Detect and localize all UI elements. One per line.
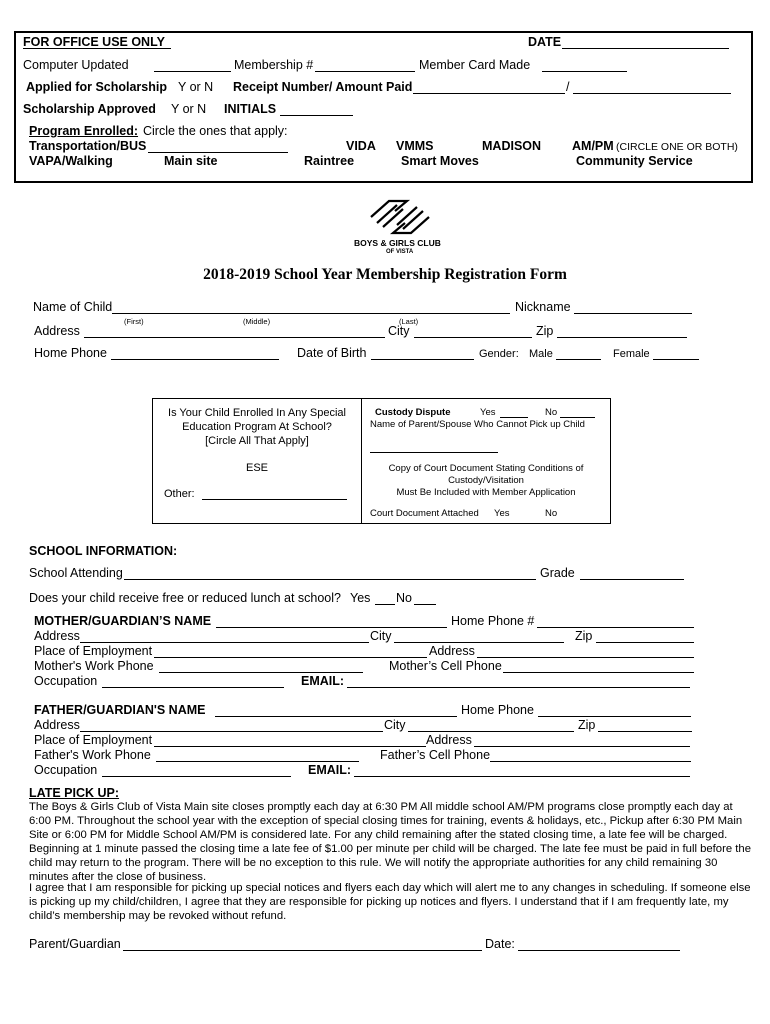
custody-name-parent: Name of Parent/Spouse Who Cannot Pick up Child (370, 419, 585, 430)
mother-cell-label: Mother’s Cell Phone (389, 659, 502, 673)
father-work-phone-field[interactable] (156, 761, 359, 762)
father-emp-address-label: Address (426, 733, 472, 747)
father-home-phone-label: Home Phone (461, 703, 534, 717)
mother-zip-label: Zip (575, 629, 593, 643)
membership-field[interactable] (315, 71, 415, 72)
child-name-label: Name of Child (33, 300, 113, 314)
gender-female[interactable]: Female (613, 348, 650, 360)
receipt-slash: / (566, 80, 570, 94)
initials-field[interactable] (280, 115, 353, 116)
school-attending-label: School Attending (29, 566, 123, 580)
father-occupation-field[interactable] (102, 776, 291, 777)
last-hint: (Last) (399, 317, 419, 326)
father-address-field[interactable] (80, 731, 383, 732)
program-community[interactable]: Community Service (576, 154, 693, 168)
father-cell-label: Father’s Cell Phone (380, 748, 491, 762)
mother-home-phone-label: Home Phone # (451, 614, 535, 628)
gender-label: Gender: (479, 348, 519, 360)
applied-scholarship-label: Applied for Scholarship (26, 80, 167, 94)
child-name-field[interactable] (112, 313, 510, 314)
mother-city-label: City (370, 629, 392, 643)
late-pickup-policy: The Boys & Girls Club of Vista Main site closes promptly each day at 6:30 PM All middle school AM/PM programs close promptly each day at 6:00 PM. Throughout the school year with the exception of special closing times for training, events & holidays, etc., Pickup after 6:30 PM Main Site or 6:00 PM for Middle School AM/PM is considered late. For any child remaining after the stated closing time, a late fee will be charged. Beginning at 1 minute passed the closing time a late fee of $1.00 per minute per child will be charged. The late fee must be paid in full before the child may return to the program. There will be no exception to this rule. We will notify the appropriate authorities for any child remaining 30 minutes after the close of business. (29, 801, 751, 883)
office-header-underline (23, 48, 171, 49)
male-field[interactable] (556, 359, 601, 360)
child-phone-label: Home Phone (34, 346, 107, 360)
lunch-yes: Yes (350, 591, 371, 605)
father-cell-field[interactable] (490, 761, 691, 762)
date-field[interactable] (562, 48, 729, 49)
lunch-yes-field[interactable] (375, 604, 395, 605)
mother-employment-field[interactable] (154, 657, 427, 658)
nickname-label: Nickname (515, 300, 571, 314)
father-email-label: EMAIL: (308, 763, 352, 777)
school-header: SCHOOL INFORMATION: (29, 544, 178, 558)
late-pickup-agreement: I agree that I am responsible for picking up special notices and flyers each day which will alert me to any changes in scheduling. If someone else is picking up my child/children, I agree that they are responsible for picking up notices and flyers. I understand that if I am frequently late, my child’s membership may be revoked without refund. (29, 882, 751, 922)
form-title: 2018-2019 School Year Membership Registration Form (203, 266, 567, 283)
program-raintree[interactable]: Raintree (304, 154, 355, 168)
logo-name: BOYS & GIRLS CLUB (354, 238, 441, 248)
mother-emp-address-field[interactable] (477, 657, 694, 658)
transportation-field[interactable] (148, 152, 288, 153)
program-vmms[interactable]: VMMS (396, 139, 434, 153)
father-name-field[interactable] (215, 716, 457, 717)
father-name-label: FATHER/GUARDIAN'S NAME (34, 703, 206, 717)
father-address-label: Address (34, 718, 80, 732)
special-ed-line3: [Circle All That Apply] (205, 435, 309, 447)
court-doc-no[interactable]: No (545, 508, 558, 519)
custody-name-field[interactable] (370, 452, 498, 453)
signature-date-field[interactable] (518, 950, 680, 951)
lunch-no-field[interactable] (414, 604, 436, 605)
custody-title: Custody Dispute (375, 407, 451, 418)
school-attending-field[interactable] (124, 579, 536, 580)
middle-hint: (Middle) (243, 317, 271, 326)
father-city-field[interactable] (408, 731, 574, 732)
receipt-number-field[interactable] (413, 93, 565, 94)
applied-yn: Y or N (178, 80, 214, 94)
late-pickup-header: LATE PICK UP: (29, 786, 120, 800)
parent-signature-field[interactable] (123, 950, 482, 951)
parent-signature-label: Parent/Guardian (29, 937, 121, 951)
special-ed-ese[interactable]: ESE (245, 462, 268, 474)
amount-paid-field[interactable] (573, 93, 731, 94)
father-work-phone-label: Father's Work Phone (34, 748, 151, 762)
grade-label: Grade (540, 566, 575, 580)
program-vapa[interactable]: VAPA/Walking (29, 154, 113, 168)
father-occupation-label: Occupation (34, 763, 98, 777)
computer-updated-field[interactable] (154, 71, 231, 72)
program-madison[interactable]: MADISON (482, 139, 542, 153)
child-phone-field[interactable] (111, 359, 279, 360)
ampm-note: (CIRCLE ONE OR BOTH) (616, 141, 738, 153)
nickname-field[interactable] (574, 313, 692, 314)
father-employment-field[interactable] (154, 746, 426, 747)
program-vida[interactable]: VIDA (346, 139, 376, 153)
lunch-no: No (396, 591, 412, 605)
custody-copy1: Copy of Court Document Stating Conditions of (388, 463, 584, 474)
mother-work-phone-label: Mother's Work Phone (34, 659, 154, 673)
special-ed-other-label: Other: (164, 488, 195, 500)
mother-employment-label: Place of Employment (34, 644, 153, 658)
scholarship-approved-label: Scholarship Approved (23, 102, 156, 116)
father-city-label: City (384, 718, 406, 732)
child-address-label: Address (34, 324, 80, 338)
membership-label: Membership # (234, 58, 314, 72)
mother-city-field[interactable] (394, 642, 564, 643)
mother-name-field[interactable] (216, 627, 447, 628)
grade-field[interactable] (580, 579, 684, 580)
mother-email-field[interactable] (347, 687, 690, 688)
member-card-label: Member Card Made (419, 58, 531, 72)
court-doc-yes[interactable]: Yes (494, 508, 510, 519)
mother-zip-field[interactable] (596, 642, 694, 643)
father-zip-label: Zip (578, 718, 596, 732)
member-card-field[interactable] (542, 71, 627, 72)
mother-address-label: Address (34, 629, 80, 643)
custody-no: No (545, 407, 558, 418)
lunch-question: Does your child receive free or reduced lunch at school? (29, 591, 341, 605)
child-zip-field[interactable] (557, 337, 687, 338)
program-main-site[interactable]: Main site (164, 154, 218, 168)
program-enrolled-label: Program Enrolled: (29, 124, 139, 138)
father-zip-field[interactable] (598, 731, 692, 732)
father-employment-label: Place of Employment (34, 733, 153, 747)
special-ed-other-field[interactable] (202, 499, 347, 500)
custody-copy3: Must Be Included with Member Application (396, 487, 576, 498)
child-city-label: City (388, 324, 410, 338)
club-logo-icon (367, 197, 433, 237)
special-ed-line1: Is Your Child Enrolled In Any Special (168, 407, 346, 419)
mother-occupation-label: Occupation (34, 674, 98, 688)
mother-cell-field[interactable] (503, 672, 694, 673)
mother-emp-address-label: Address (429, 644, 475, 658)
custody-yes: Yes (480, 407, 496, 418)
program-smart-moves[interactable]: Smart Moves (401, 154, 479, 168)
dob-field[interactable] (371, 359, 474, 360)
female-field[interactable] (653, 359, 699, 360)
child-address-field[interactable] (84, 337, 385, 338)
mother-home-phone-field[interactable] (537, 627, 694, 628)
gender-male[interactable]: Male (529, 348, 553, 360)
first-hint: (First) (124, 317, 144, 326)
signature-date-label: Date: (485, 937, 515, 951)
date-label: DATE (528, 35, 562, 49)
approved-yn: Y or N (171, 102, 207, 116)
father-email-field[interactable] (354, 776, 690, 777)
child-zip-label: Zip (536, 324, 554, 338)
initials-label: INITIALS (224, 102, 277, 116)
logo-sub: OF VISTA (386, 249, 414, 255)
mother-email-label: EMAIL: (301, 674, 345, 688)
special-ed-line2: Education Program At School? (182, 421, 332, 433)
receipt-label: Receipt Number/ Amount Paid (233, 80, 413, 94)
father-emp-address-field[interactable] (474, 746, 690, 747)
dob-label: Date of Birth (297, 346, 367, 360)
custody-copy2: Custody/Visitation (448, 475, 524, 486)
father-home-phone-field[interactable] (538, 716, 691, 717)
child-city-field[interactable] (414, 337, 532, 338)
program-instructions: Circle the ones that apply: (143, 124, 288, 138)
program-ampm[interactable]: AM/PM (572, 139, 614, 153)
court-doc-label: Court Document Attached (370, 508, 479, 519)
mother-occupation-field[interactable] (102, 687, 284, 688)
mother-work-phone-field[interactable] (159, 672, 363, 673)
office-use-header: FOR OFFICE USE ONLY (23, 35, 165, 49)
mother-address-field[interactable] (80, 642, 369, 643)
computer-updated-label: Computer Updated (23, 58, 129, 72)
mother-name-label: MOTHER/GUARDIAN’S NAME (34, 614, 212, 628)
program-transportation[interactable]: Transportation/BUS (29, 139, 147, 153)
